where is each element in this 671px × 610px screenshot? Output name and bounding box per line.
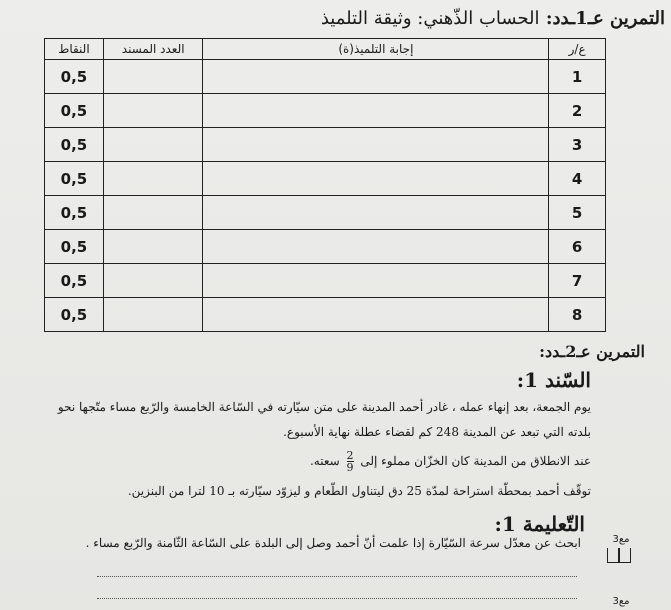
answer-line-2[interactable]	[97, 598, 577, 599]
answers-table	[44, 38, 606, 332]
assigned-number-cell[interactable]	[103, 230, 203, 264]
table-row	[45, 196, 606, 230]
points-cell: 0,5	[45, 264, 104, 298]
points-cell: 0,5	[45, 128, 104, 162]
answer-cell[interactable]	[203, 94, 549, 128]
row-number: 2	[549, 94, 606, 128]
answer-cell[interactable]	[203, 196, 549, 230]
score-label-2: مع3	[612, 596, 630, 607]
points-cell: 0,5	[45, 230, 104, 264]
assigned-number-cell[interactable]	[103, 298, 203, 332]
points-cell: 0,5	[45, 162, 104, 196]
document-title: السّند 1:	[516, 368, 591, 392]
score-label-1: مع3	[612, 534, 630, 545]
exercise1-title: التمرين عـ1ـدد:	[545, 8, 665, 29]
assigned-number-cell[interactable]	[103, 128, 203, 162]
fraction	[347, 450, 354, 473]
doc-line-3	[31, 450, 591, 473]
fraction-denominator: 9	[346, 461, 354, 474]
answer-cell[interactable]	[203, 128, 549, 162]
exercise1-subtitle: الحساب الذّهني: وثيقة التلميذ	[320, 8, 540, 29]
row-number: 4	[549, 162, 606, 196]
header-number: ع/ر	[549, 39, 606, 60]
answer-cell[interactable]	[203, 264, 549, 298]
header-assigned-number: العدد المسند	[103, 39, 203, 60]
assigned-number-cell[interactable]	[103, 94, 203, 128]
answer-cell[interactable]	[203, 60, 549, 94]
doc-line-2: بلدته التي تبعد عن المدينة 248 كم لقضاء عطلة نهاية الأسبوع.	[283, 425, 591, 439]
table-row	[45, 230, 606, 264]
answer-cell[interactable]	[203, 162, 549, 196]
assigned-number-cell[interactable]	[103, 264, 203, 298]
table-row	[45, 94, 606, 128]
table-row	[45, 264, 606, 298]
table-row	[45, 60, 606, 94]
exercise1-heading	[200, 8, 665, 29]
assigned-number-cell[interactable]	[103, 162, 203, 196]
answer-cell[interactable]	[203, 230, 549, 264]
points-cell: 0,5	[45, 60, 104, 94]
row-number: 3	[549, 128, 606, 162]
points-cell: 0,5	[45, 94, 104, 128]
doc-line-3-after: سعته.	[309, 454, 340, 468]
points-cell: 0,5	[45, 298, 104, 332]
assigned-number-cell[interactable]	[103, 60, 203, 94]
table-row	[45, 128, 606, 162]
fraction-numerator: 2	[346, 449, 354, 462]
row-number: 8	[549, 298, 606, 332]
row-number: 6	[549, 230, 606, 264]
instruction-title: التّعليمة 1:	[494, 512, 585, 536]
doc-line-1: يوم الجمعة، بعد إنهاء عمله ، غادر أحمد المدينة على متن سيّارته في السّاعة الخامسة والرّبع مساء متّجها نحو	[57, 400, 591, 414]
answer-cell[interactable]	[203, 298, 549, 332]
header-points: النقاط	[45, 39, 104, 60]
points-cell: 0,5	[45, 196, 104, 230]
instruction-question: ابحث عن معدّل سرعة السّيّارة إذا علمت أنّ أحمد وصل إلى البلدة على السّاعة الثّامنة والرّبع مساء .	[85, 536, 581, 550]
doc-line-3-before: عند الانطلاق من المدينة كان الخزّان مملوء إلى	[360, 454, 591, 468]
table-row	[45, 162, 606, 196]
row-number: 5	[549, 196, 606, 230]
score-box-1	[607, 548, 631, 563]
row-number: 1	[549, 60, 606, 94]
table-header-row	[45, 39, 606, 60]
table-row	[45, 298, 606, 332]
answer-line-1[interactable]	[97, 576, 577, 577]
row-number: 7	[549, 264, 606, 298]
doc-line-4: توقّف أحمد بمحطّة استراحة لمدّة 25 دق ليتناول الطّعام و ليزوّد سيّارته بـ 10 لترا من البنزين.	[127, 484, 591, 498]
exercise2-title: التمرين عـ2ـدد:	[539, 342, 645, 361]
assigned-number-cell[interactable]	[103, 196, 203, 230]
header-student-answer: إجابة التلميذ(ة)	[203, 39, 549, 60]
